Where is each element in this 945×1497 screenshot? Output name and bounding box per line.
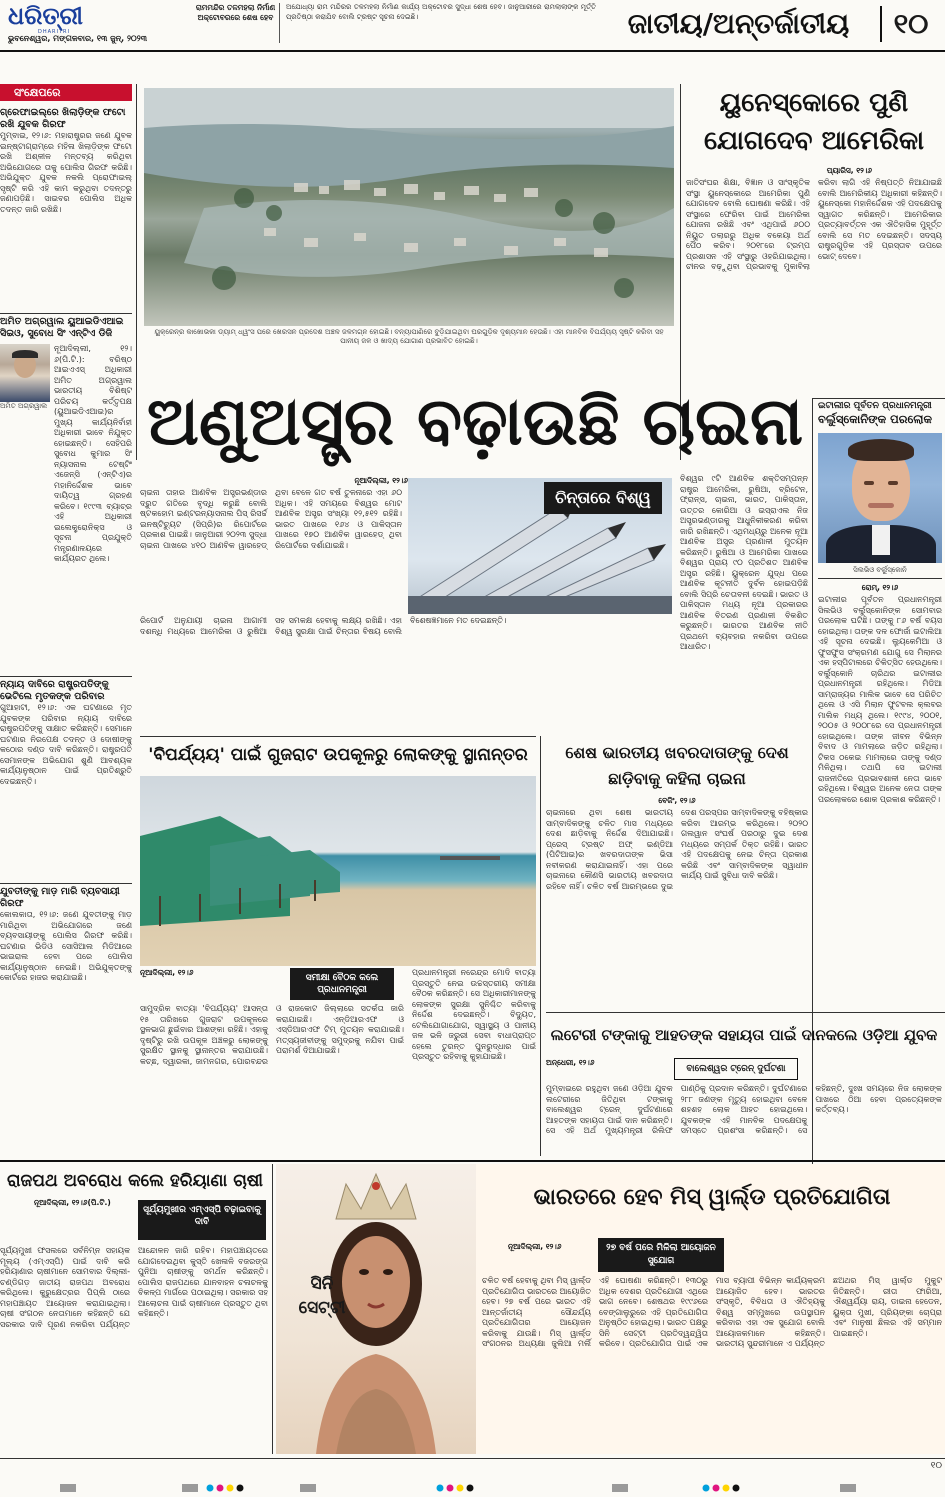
footer-page-number: ୧୦	[930, 1461, 942, 1471]
pm-review-box	[290, 968, 394, 1000]
journalist-headline: ଶେଷ ଭାରତୀୟ ଖବରଦାତାଙ୍କୁ ଦେଶ ଛାଡ଼ିବାକୁ କହିଲା ଚାଇନା	[565, 743, 789, 788]
gujarat-headline: 'ବିପର୍ଯ୍ୟୟ' ପାଇଁ ଗୁଜରାଟ ଉପକୂଳରୁ ଲୋକଙ୍କୁ ସ୍ଥାନାନ୍ତର	[148, 745, 528, 765]
masthead-dateline: ଭୁବନେଶ୍ୱର, ମଙ୍ଗଳବାର, ୧୩ ଜୁନ୍, ୨୦୨୩	[8, 34, 148, 43]
miss-world-dateline: ନୂଆଦିଲ୍ଲୀ, ୧୨।୬	[508, 1242, 562, 1251]
flood-caption: ୟୁକ୍ରେନ୍‌ର କାଖୋଭକା ଡ୍ୟାମ୍ ଧ୍ୱଂସ ପରେ ଖେରସନ ପ୍ରଦେଶ ଅଞ୍ଚଳ ଜଳମଗ୍ନ ହୋଇଛି। ବନ୍ୟାପାଣିରେ ବୁଡ଼ିଯାଇଥିବା ଘରଗୁଡ଼ିକ ଦୃଶ୍ୟମାନ ହେଉଛି। ଏହା ମାନବିକ ବିପର୍ଯ୍ୟୟ ସୃଷ୍ଟି କରିବା ସହ ପାନୀୟ ଜଳ ଓ ଖାଦ୍ୟ ଯୋଗାଣ ପ୍ରଭାବିତ ହୋଇଛି।	[154, 328, 664, 345]
china-nukes-headline: ଅଣୁଅସ୍ତ୍ର ବଢ଼ାଉଛି ଚାଇନା	[146, 383, 804, 460]
unesco-dateline: ପ୍ୟାରିସ, ୧୨।୬	[826, 166, 872, 175]
odia-youth-tag-text: ବାଲେଶ୍ୱର ଟ୍ରେନ୍ ଦୁର୍ଘଟଣା	[686, 1064, 786, 1074]
pm-review-title: ସମୀକ୍ଷା ବୈଠକ କଲେ ପ୍ରଧାନମନ୍ତ୍ରୀ	[305, 973, 379, 995]
miss-world-box-text: ୨୭ ବର୍ଷ ପରେ ମିଳିଲା ଆୟୋଜନ ସୁଯୋଗ	[606, 1243, 716, 1266]
berlusconi-photo-caption: ସିଲଭିଓ ବର୍ଲୁସ୍କୋନି	[853, 566, 907, 574]
berlusconi-headline: ବର୍ଲୁସ୍କୋନିଙ୍କ ପରଲୋକ	[818, 412, 932, 426]
farmers-headline: ରାଜପଥ ଅବରୋଧ କଲେ ହରିୟାଣା ଚାଷୀ	[6, 1171, 263, 1191]
berlusconi-kicker: ଇଟାଲୀର ପୂର୍ବତନ ପ୍ରଧାନମନ୍ତ୍ରୀ	[818, 401, 932, 411]
brief-body: ମୁମ୍ବାଇ, ୧୨।୬: ମହାରାଷ୍ଟ୍ରର ଜଣେ ଯୁବକ ଇନ୍‌ଷ୍ଟାଗ୍ରାମ୍‌ରେ ମହିଳା ଖିଲାଡ଼ିଙ୍କ ଫଟୋ ରଖି ଅଶ୍ଳୀଳ ମନ୍ତବ୍ୟ କରିଥିବା ଅଭିଯୋଗରେ ତାକୁ ପୋଲିସ ଗିରଫ କରିଛି। ଅଭିଯୁକ୍ତ ଯୁବକ ନକଲି ପ୍ରୋଫାଇଲ୍ ସୃଷ୍ଟି କରି ଏହି କାମ କରୁଥିବା ତଦନ୍ତରୁ ଜଣାପଡ଼ିଛି। ସାଇବର ପୋଲିସ ଅଧିକ ତଦନ୍ତ ଜାରି ରଖିଛି।	[0, 131, 132, 214]
farmers-dateline: ନୂଆଦିଲ୍ଲୀ, ୧୨।୬(ପି.ଟି.)	[34, 1198, 111, 1207]
odia-youth-headline: ଲଟେରୀ ଟଙ୍କାକୁ ଆହତଙ୍କ ସହାୟତା ପାଇଁ ଦାନକଲେ ଓଡ଼ିଆ ଯୁବକ	[550, 1026, 938, 1044]
farmers-body: ସୂର୍ଯ୍ୟମୁଖୀ ଫସଲରେ ସର୍ବନିମ୍ନ ସହାୟକ ମୂଲ୍ୟ (ଏମ୍ଏସ୍‌ପି) ପାଇଁ ଦାବି କରି ହରିୟାଣାର ଚାଷୀମାନେ ସୋମବାର ଦିଲ୍ଲୀ-ଚଣ୍ଡିଗଡ଼ ଜାତୀୟ ରାଜପଥ ଅବରୋଧ କରିଥିଲେ। କୁରୁକ୍ଷେତ୍ରର ପିପ୍ଲି ଠାରେ ମହାପଞ୍ଚାୟତ ଆୟୋଜନ କରାଯାଇଥିଲା। ଚାଷୀ ସଂଗଠନ ନେତାମାନେ କହିଛନ୍ତି ଯେ ସରକାର ଦାବି ପୂରଣ ନକରିବା ପର୍ଯ୍ୟନ୍ତ ଆନ୍ଦୋଳନ ଜାରି ରହିବ। ମହାପଞ୍ଚାୟତରେ ଯୋଗଦେଇଥିବା କୁସ୍ତି ଖେଳାଳି ବଜରଙ୍ଗ ପୁନିଆ ଚାଷୀଙ୍କୁ ସମର୍ଥନ କରିଛନ୍ତି। ପୋଲିସ ରାଜପଥରେ ଯାନବାହନ ଚଳାଚଳକୁ ବିକଳ୍ପ ମାର୍ଗରେ ପଠାଇଥିଲା। ସରକାର ସହ ଆଲୋଚନା ପାଇଁ ଚାଷୀମାନେ ପ୍ରସ୍ତୁତ ଥିବା କହିଛନ୍ତି।	[0, 1246, 268, 1329]
miss-world-box	[598, 1238, 724, 1272]
berlusconi-body: ଇଟାଲୀର ପୂର୍ବତନ ପ୍ରଧାନମନ୍ତ୍ରୀ ସିଲଭିଓ ବର୍ଲୁସ୍କୋନିଙ୍କ ସୋମବାର ପରଲୋକ ଘଟିଛି। ତାଙ୍କୁ ୮୬ ବର୍ଷ ବୟସ ହୋଇଥିଲା। ତାଙ୍କ ଦଳ ଫୋର୍ଜା ଇଟାଲିଆ ଏହି ସୂଚନା ଦେଇଛି। ଲ୍ୟୁକେମିଆ ଓ ଫୁସଫୁସ ସଂକ୍ରମଣ ଯୋଗୁ ସେ ମିଲାନର ଏକ ହସ୍ପିଟାଲରେ ଚିକିତ୍ସିତ ହେଉଥିଲେ। ବର୍ଲୁସ୍କୋନି ଚାରିଥର ଇଟାଲୀର ପ୍ରଧାନମନ୍ତ୍ରୀ ରହିଥିଲେ। ମିଡିଆ ସାମ୍ରାଜ୍ୟର ମାଲିକ ଭାବେ ସେ ପରିଚିତ ଥିଲେ ଓ ଏସି ମିଲାନ ଫୁଟବଲ କ୍ଲବର ମାଲିକ ମଧ୍ୟ ଥିଲେ। ୧୯୯୪, ୨୦୦୧, ୨୦୦୫ ଓ ୨୦୦୮ରେ ସେ ପ୍ରଧାନମନ୍ତ୍ରୀ ହୋଇଥିଲେ। ତାଙ୍କ ଜୀବନ ବିଭିନ୍ନ ବିବାଦ ଓ ମାମଲାରେ ଜଡ଼ିତ ରହିଥିଲା। ଟିକସ ଠକେଇ ମାମଲାରେ ତାଙ୍କୁ ଦଣ୍ଡ ମିଳିଥିଲା। ତଥାପି ସେ ଇଟାଲୀ ରାଜନୀତିରେ ପ୍ରଭାବଶାଳୀ ନେତା ଭାବେ ରହିଥିଲେ। ବିଶ୍ୱର ଅନେକ ନେତା ତାଙ୍କ ପରଲୋକରେ ଶୋକ ପ୍ରକାଶ କରିଛନ୍ତି।	[818, 595, 942, 804]
briefs-header: ସଂକ୍ଷେପରେ	[0, 84, 132, 101]
brief-item	[0, 679, 132, 879]
berlusconi-photo	[818, 433, 942, 563]
masthead	[0, 0, 945, 50]
odia-youth-body: ମୁମ୍ବାଇରେ ରହୁଥିବା ଜଣେ ଓଡ଼ିଆ ଯୁବକ ଲଟେରୀରେ ଜିତିଥିବା ଟଙ୍କାକୁ ବାଲେଶ୍ୱର ଟ୍ରେନ୍ ଦୁର୍ଘଟଣାରେ ଆହତଙ୍କ ସହାୟତା ପାଇଁ ଦାନ କରିଛନ୍ତି। ସେ ଏହି ଅର୍ଥ ମୁଖ୍ୟମନ୍ତ୍ରୀ ରିଲିଫ ପାଣ୍ଠିକୁ ପ୍ରଦାନ କରିଛନ୍ତି। ଦୁର୍ଘଟଣାରେ ୨୮୮ ଜଣଙ୍କ ମୃତ୍ୟୁ ହୋଇଥିବା ବେଳେ ଶହଶହ ଲୋକ ଆହତ ହୋଇଥିଲେ। ଯୁବକଙ୍କ ଏହି ମାନବିକ ପଦକ୍ଷେପକୁ ସମସ୍ତେ ପ୍ରଶଂସା କରିଛନ୍ତି। ସେ କହିଛନ୍ତି, ଦୁଃଖ ସମୟରେ ନିଜ ଲୋକଙ୍କ ପାଖରେ ଠିଆ ହେବା ପ୍ରତ୍ୟେକଙ୍କ କର୍ତ୍ତବ୍ୟ।	[546, 1084, 942, 1135]
brief-body: ଗୁଆହାଟୀ, ୧୨।୬: ଏକ ଘଟଣାରେ ମୃତ ଯୁବକଙ୍କ ପରିବାର ନ୍ୟାୟ ଦାବିରେ ରାଷ୍ଟ୍ରପତିଙ୍କୁ ସାକ୍ଷାତ କରିଛନ୍ତି। ସେମାନେ ଘଟଣାର ନିରପେକ୍ଷ ତଦନ୍ତ ଓ ଦୋଷୀଙ୍କୁ କଠୋର ଦଣ୍ଡ ଦାବି କରିଛନ୍ତି। ରାଷ୍ଟ୍ରପତି ସେମାନଙ୍କ ଅଭିଯୋଗ ଶୁଣି ଆବଶ୍ୟକ କାର୍ଯ୍ୟାନୁଷ୍ଠାନ ପାଇଁ ପ୍ରତିଶ୍ରୁତି ଦେଇଛନ୍ତି।	[0, 703, 132, 786]
china-subhead: ଚିନ୍ତାରେ ବିଶ୍ୱ	[555, 488, 651, 507]
page-number: ୧୦	[880, 6, 940, 42]
journalist-story	[546, 740, 808, 1010]
berlusconi-dateline: ରୋମ୍, ୧୨।୬	[861, 583, 899, 592]
miss-world-headline: ଭାରତରେ ହେବ ମିସ୍ ୱାର୍ଲ୍ଡ ପ୍ରତିଯୋଗିତା	[533, 1185, 891, 1210]
brief-title: ଅମିତ ଅଗ୍ରୱାଲ ୟୁଆଇଡିଏଆଇ ସିଇଓ, ସୁବୋଧ ସିଂ ଏନ୍‌ଟିଏ ଡିଜି	[0, 316, 124, 339]
logo	[8, 2, 108, 35]
odia-youth-dateline: ଅନ୍ଧେରୀ, ୧୨।୬	[546, 1058, 595, 1067]
unesco-body: ଜାତିସଂଘର ଶିକ୍ଷା, ବିଜ୍ଞାନ ଓ ସାଂସ୍କୃତିକ ସଂସ୍ଥା ୟୁନେସ୍କୋରେ ଆମେରିକା ପୁଣି ଯୋଗଦେବ ବୋଲି ଘୋଷଣା କରିଛି। ଏହି ସଂସ୍ଥାରେ ଫେରିବା ପାଇଁ ଆମେରିକା ଯୋଜନା ରଖିଛି ଏବଂ ଏଥିପାଇଁ ୬୦୦ ନିୟୁତ ଡଲାରରୁ ଅଧିକ ବକେୟା ଅର୍ଥ ପୈଠ କରିବ। ୨୦୧୮ରେ ଟ୍ରମ୍ପ ପ୍ରଶାସନ ଏହି ସଂସ୍ଥାରୁ ଓହରିଯାଇଥିଲା। ଚୀନର ବଢ଼ୁଥିବା ପ୍ରଭାବକୁ ମୁକାବିଲା କରିବା ଲାଗି ଏହି ନିଷ୍ପତ୍ତି ନିଆଯାଇଛି ବୋଲି ଆମେରିକୀୟ ଅଧିକାରୀ କହିଛନ୍ତି। ୟୁନେସ୍କୋ ମହାନିର୍ଦ୍ଦେଶକ ଏହି ପଦକ୍ଷେପକୁ ସ୍ୱାଗତ କରିଛନ୍ତି। ଆମେରିକାର ପ୍ରତ୍ୟାବର୍ତ୍ତନ ଏକ ଐତିହାସିକ ମୁହୂର୍ତ୍ତ ବୋଲି ସେ ମତ ଦେଇଛନ୍ତି। ସଦସ୍ୟ ରାଷ୍ଟ୍ରଗୁଡ଼ିକ ଏହି ପ୍ରସ୍ତାବ ଉପରେ ଭୋଟ୍ ଦେବେ।	[686, 178, 942, 271]
portrait-caption: ଅମିତ ଅଗ୍ରୱାଲ	[0, 402, 48, 410]
miss-world-story	[276, 1164, 945, 1454]
portrait-photo	[0, 344, 50, 402]
gujarat-body: ସାମୁଦ୍ରିକ ବାତ୍ୟା 'ବିପର୍ଯ୍ୟୟ' ଆସନ୍ତା ୧୫ ତାରିଖରେ ଗୁଜରାଟ ଉପକୂଳରେ ସ୍ଥଳଭାଗ ଛୁଇଁବାର ଆଶଙ୍କା ରହିଛି। ଏହାକୁ ଦୃଷ୍ଟିରୁ ରଖି ଉପକୂଳ ଅଞ୍ଚଳରୁ ଲୋକଙ୍କୁ ସୁରକ୍ଷିତ ସ୍ଥାନକୁ ସ୍ଥାନାନ୍ତର କରାଯାଉଛି। କଚ୍ଛ, ଦ୍ୱାରକା, ଜାମନଗର, ପୋରବନ୍ଦର ଓ ରାଜକୋଟ ଜିଲ୍ଲାରେ ସତର୍କତା ଜାରି କରାଯାଇଛି। ଏନ୍‌ଡିଆରଏଫ ଓ ଏସ୍‌ଡିଆରଏଫ ଟିମ୍ ମୁତୟନ କରାଯାଇଛି। ମତ୍ସ୍ୟଜୀବୀଙ୍କୁ ସମୁଦ୍ରକୁ ନଯିବା ପାଇଁ ପରାମର୍ଶ ଦିଆଯାଇଛି।	[140, 1004, 404, 1066]
journalist-body: ଚାଇନାରେ ଥିବା ଶେଷ ଭାରତୀୟ ସାମ୍ବାଦିକଙ୍କୁ ଚଳିତ ମାସ ମଧ୍ୟରେ ଦେଶ ଛାଡ଼ିବାକୁ ନିର୍ଦ୍ଦେଶ ଦିଆଯାଇଛି। ପ୍ରେସ୍ ଟ୍ରଷ୍ଟ ଅଫ୍ ଇଣ୍ଡିଆ (ପିଟିଆଇ)ର ଖବରଦାତାଙ୍କ ଭିସା ନବୀକରଣ କରାଯାଇନାହିଁ। ଏହା ପରେ ଚାଇନାରେ କୌଣସି ଭାରତୀୟ ଖବରଦାତା ରହିବେ ନାହିଁ। ଚଳିତ ବର୍ଷ ଆରମ୍ଭରେ ଦୁଇ ଦେଶ ପରସ୍ପର ସାମ୍ବାଦିକଙ୍କୁ ବହିଷ୍କାର କରିବା ଆରମ୍ଭ କରିଥିଲେ। ୨୦୨୦ ଗଲୱାନ ସଂଘର୍ଷ ପରଠାରୁ ଦୁଇ ଦେଶ ମଧ୍ୟରେ ସମ୍ପର୍କ ତିକ୍ତ ରହିଛି। ଭାରତ ଏହି ପଦକ୍ଷେପକୁ ନେଇ ଚିନ୍ତା ପ୍ରକାଶ କରିଛି ଏବଂ ସାମ୍ବାଦିକଙ୍କ ସ୍ୱାଧୀନ କାର୍ଯ୍ୟ ପାଇଁ ସୁବିଧା ଦାବି କରିଛି।	[546, 808, 808, 891]
brief-title: ଯୁବତୀଙ୍କୁ ମାଡ଼ ମାରି ବ୍ୟବସାୟୀ ଗିରଫ	[0, 886, 120, 909]
brief-body: କୋଲକାତା, ୧୨।୬: ଜଣେ ଯୁବତୀଙ୍କୁ ମାଡ଼ ମାରିଥିବା ଅଭିଯୋଗରେ ଜଣେ ବ୍ୟବସାୟୀଙ୍କୁ ପୋଲିସ ଗିରଫ କରିଛି। ଘଟଣାର ଭିଡିଓ ସୋସିଆଲ ମିଡିଆରେ ଭାଇରାଲ ହେବା ପରେ ପୋଲିସ କାର୍ଯ୍ୟାନୁଷ୍ଠାନ ନେଇଛି। ଅଭିଯୁକ୍ତଙ୍କୁ କୋର୍ଟରେ ହାଜର କରାଯାଇଛି।	[0, 910, 132, 982]
brief-body: ନୂଆଦିଲ୍ଲୀ, ୧୨।୬(ପି.ଟି.): ବରିଷ୍ଠ ଆଇଏଏସ୍ ଅଧିକାରୀ ଅମିତ ଅଗ୍ରୱାଲ ଭାରତୀୟ ବିଶିଷ୍ଟ ପରିଚୟ କର୍ତ୍ତୃପକ୍ଷ (ୟୁଆଇଡିଏଆଇ)ର ମୁଖ୍ୟ କାର୍ଯ୍ୟନିର୍ବାହୀ ଅଧିକାରୀ ଭାବେ ନିଯୁକ୍ତ ହୋଇଛନ୍ତି। ସେହିପରି ସୁବୋଧ କୁମାର ସିଂ ନ୍ୟାସନାଲ ଟେଷ୍ଟିଂ ଏଜେନ୍ସି (ଏନ୍‌ଟିଏ)ର ମହାନିର୍ଦ୍ଦେଶକ ଭାବେ ଦାୟିତ୍ୱ ଗ୍ରହଣ କରିବେ। ୧୯୯୩ ବ୍ୟାଚ୍‌ର ଏହି ଅଧିକାରୀ ଇଲେକ୍ଟ୍ରୋନିକ୍ସ ଓ ସୂଚନା ପ୍ରଯୁକ୍ତି ମନ୍ତ୍ରଣାଳୟରେ କାର୍ଯ୍ୟରତ ଥିଲେ।	[54, 344, 132, 563]
farmers-box	[138, 1200, 266, 1240]
miss-world-photo-label: ସିନି ସେଟ୍ଟୀ	[298, 1274, 346, 1318]
beach-illustration	[140, 776, 536, 966]
brief-title: ନ୍ୟାୟ ଦାବିରେ ରାଷ୍ଟ୍ରପତିଙ୍କୁ ଭେଟିଲେ ମୃତକଙ୍କ ପରିବାର	[0, 679, 109, 702]
brief-item	[0, 886, 132, 1066]
brief-title: ଗ୍ରେଫାଇଲ୍‌ରେ ଖିଲାଡ଼ିଙ୍କ ଫଟୋ ରଖି ଯୁବକ ଗିରଫ	[0, 107, 126, 130]
gujarat-text	[140, 968, 536, 1154]
logo-sub: DHARITRI	[38, 29, 70, 35]
farmers-box-text: ସୂର୍ଯ୍ୟମୁଖୀର ଏମ୍ଏସ୍‌ପି ବଢ଼ାଇବାକୁ ଦାବି	[143, 1205, 261, 1227]
section-title: ଜାତୀୟ/ଅନ୍ତର୍ଜାତୀୟ	[627, 7, 850, 40]
beach-photo	[140, 776, 536, 966]
unesco-headline: ୟୁନେସ୍କୋରେ ପୁଣି ଯୋଗଦେବ ଆମେରିକା	[703, 88, 925, 156]
china-nukes-body-left: ଚାଇନା ତାହାର ଆଣବିକ ଅସ୍ତ୍ରଭଣ୍ଡାର ଦ୍ରୁତ ଗତିରେ ବୃଦ୍ଧି କରୁଛି ବୋଲି ଷ୍ଟକହୋମ ଇଣ୍ଟରନ୍ୟାସନାଲ ପିସ୍ ରିସର୍ଚ୍ଚ ଇନଷ୍ଟିଚ୍ୟୁଟ (ସିପ୍ରି)ର ରିପୋର୍ଟରେ ପ୍ରକାଶ ପାଇଛି। ଜାନୁଆରୀ ୨୦୨୩ ସୁଦ୍ଧା ଚାଇନା ପାଖରେ ୪୧୦ ଆଣବିକ ୱାରହେଡ୍ ଥିବା ବେଳେ ଗତ ବର୍ଷ ତୁଳନାରେ ଏହା ୬୦ ଅଧିକ। ଏହି ସମୟରେ ବିଶ୍ୱର ମୋଟ ଆଣବିକ ଅସ୍ତ୍ର ସଂଖ୍ୟା ୧୨,୫୧୨ ରହିଛି। ଭାରତ ପାଖରେ ୧୬୪ ଓ ପାକିସ୍ତାନ ପାଖରେ ୧୭୦ ଆଣବିକ ୱାରହେଡ୍ ଥିବା ରିପୋର୍ଟରେ ଦର୍ଶାଯାଇଛି।	[140, 488, 402, 550]
china-nukes-body-right: ବିଶ୍ୱର ୯ଟି ଆଣବିକ ଶକ୍ତିସମ୍ପନ୍ନ ରାଷ୍ଟ୍ର ଆମେରିକା, ରୁଷିଆ, ବ୍ରିଟେନ, ଫ୍ରାନ୍ସ, ଚାଇନା, ଭାରତ, ପାକିସ୍ତାନ, ଉତ୍ତର କୋରିଆ ଓ ଇସ୍ରାଏଲ ନିଜ ଅସ୍ତ୍ରଭଣ୍ଡାରକୁ ଆଧୁନିକୀକରଣ କରିବା ଜାରି ରଖିଛନ୍ତି। ଏଥିମଧ୍ୟରୁ ଅନେକ ନୂଆ ଆଣବିକ ଅସ୍ତ୍ର ପ୍ରଣାଳୀ ମୁତୟନ କରିଛନ୍ତି। ରୁଷିଆ ଓ ଆମେରିକା ପାଖରେ ବିଶ୍ୱର ପ୍ରାୟ ୯୦ ପ୍ରତିଶତ ଆଣବିକ ଅସ୍ତ୍ର ରହିଛି। ୟୁକ୍ରେନ ଯୁଦ୍ଧ ପରେ ଆଣବିକ କୂଟନୀତି ଦୁର୍ବଳ ହୋଇପଡ଼ିଛି ବୋଲି ସିପ୍ରି ଚେତାବନୀ ଦେଇଛି। ଭାରତ ଓ ପାକିସ୍ତାନ ମଧ୍ୟ ନୂଆ ପ୍ରକାରର ଆଣବିକ ବିତରଣ ପ୍ରଣାଳୀ ବିକଶିତ କରୁଛନ୍ତି। ଭାରତର ଆଣବିକ ନୀତି ପ୍ରଥମେ ବ୍ୟବହାର ନକରିବା ଉପରେ ଆଧାରିତ।	[680, 474, 808, 651]
china-subhead-box	[544, 482, 662, 514]
odia-youth-story	[546, 1058, 942, 1156]
journalist-dateline: ବେଜିଂ, ୧୨।୬	[658, 796, 696, 805]
odia-youth-tag	[674, 1058, 798, 1080]
registration-marks	[0, 1481, 945, 1494]
brief-item	[0, 316, 132, 672]
china-nukes-story	[140, 474, 808, 734]
teaser-box	[195, 3, 280, 43]
china-nukes-body-bottom: ରିପୋର୍ଟ ଅନୁଯାୟୀ ଚାଇନା ଆଗାମୀ ଦଶନ୍ଧି ମଧ୍ୟରେ ଆମେରିକା ଓ ରୁଷିଆ ସହ ସମକକ୍ଷ ହେବାକୁ ଲକ୍ଷ୍ୟ ରଖିଛି। ଏହା ବିଶ୍ୱ ସୁରକ୍ଷା ପାଇଁ ଚିନ୍ତାର ବିଷୟ ବୋଲି ବିଶେଷଜ୍ଞମାନେ ମତ ଦେଇଛନ୍ତି।	[140, 616, 507, 636]
brief-item	[0, 107, 132, 309]
china-nukes-dateline: ନୂଆଦିଲ୍ଲୀ, ୧୨।୬	[354, 476, 408, 485]
flood-photo	[144, 88, 674, 326]
logo-text: ଧରିତ୍ରୀ	[8, 2, 83, 30]
teaser-left: ରାମମନ୍ଦିର ତଳମହଲା ନିର୍ମାଣ ଅକ୍ଟୋବରରେ ଶେଷ ହେବ	[195, 3, 276, 22]
flood-illustration	[144, 88, 674, 326]
pm-review-body: ପ୍ରଧାନମନ୍ତ୍ରୀ ନରେନ୍ଦ୍ର ମୋଦି ବାତ୍ୟା ପ୍ରସ୍ତୁତି ନେଇ ଉଚ୍ଚସ୍ତରୀୟ ସମୀକ୍ଷା ବୈଠକ କରିଛନ୍ତି। ସେ ଅଧିକାରୀମାନଙ୍କୁ ଲୋକଙ୍କ ସୁରକ୍ଷା ସୁନିଶ୍ଚିତ କରିବାକୁ ନିର୍ଦ୍ଦେଶ ଦେଇଛନ୍ତି। ବିଦ୍ୟୁତ, ଟେଲିଯୋଗାଯୋଗ, ସ୍ୱାସ୍ଥ୍ୟ ଓ ପାନୀୟ ଜଳ ଭଳି ଜରୁରୀ ସେବା ବାଧାପ୍ରାପ୍ତ ହେଲେ ତୁରନ୍ତ ପୁନରୁଦ୍ଧାର ପାଇଁ ପ୍ରସ୍ତୁତ ରହିବାକୁ କୁହାଯାଇଛି।	[412, 968, 536, 1061]
miss-world-body: ଚଳିତ ବର୍ଷ ହେବାକୁ ଥିବା ମିସ୍ ୱାର୍ଲ୍ଡ ପ୍ରତିଯୋଗିତା ଭାରତରେ ଆୟୋଜିତ ହେବ। ୨୭ ବର୍ଷ ପରେ ଭାରତ ଏହି ଆନ୍ତର୍ଜାତୀୟ ସୌନ୍ଦର୍ଯ୍ୟ ପ୍ରତିଯୋଗିତାର ଆୟୋଜନ କରିବାକୁ ଯାଉଛି। ମିସ୍ ୱାର୍ଲ୍ଡ ସଂଗଠନର ଅଧ୍ୟକ୍ଷା ଜୁଲିଆ ମର୍ଲି ଏହି ଘୋଷଣା କରିଛନ୍ତି। ୧୩୦ରୁ ଅଧିକ ଦେଶର ପ୍ରତିଯୋଗୀ ଏଥିରେ ଭାଗ ନେବେ। ଶେଷଥର ୧୯୯୬ରେ ବେଙ୍ଗାଲୁରୁରେ ଏହି ପ୍ରତିଯୋଗିତା ଅନୁଷ୍ଠିତ ହୋଇଥିଲା। ଭାରତ ପକ୍ଷରୁ ସିନି ସେଟ୍ଟୀ ପ୍ରତିଦ୍ୱନ୍ଦ୍ୱିତା କରିବେ। ପ୍ରତିଯୋଗିତା ପାଇଁ ଏକ ମାସ ବ୍ୟାପୀ ବିଭିନ୍ନ କାର୍ଯ୍ୟକ୍ରମ ଆୟୋଜିତ ହେବ। ଭାରତର ସଂସ୍କୃତି, ବିବିଧତା ଓ ଐତିହ୍ୟକୁ ବିଶ୍ୱ ସମ୍ମୁଖରେ ଉପସ୍ଥାପନ କରିବାର ଏହା ଏକ ସୁଯୋଗ ବୋଲି ଆୟୋଜକମାନେ କହିଛନ୍ତି। ଭାରତୀୟ ସୁନ୍ଦରୀମାନେ ଏ ପର୍ଯ୍ୟନ୍ତ ଛଅଥର ମିସ୍ ୱାର୍ଲ୍ଡ ମୁକୁଟ ଜିତିଛନ୍ତି। ରୀତା ଫାରିଆ, ଐଶ୍ୱର୍ଯ୍ୟା ରାୟ, ଡାଇନା ହେଡେନ, ୟୁକ୍ତା ମୁଖୀ, ପ୍ରିୟଙ୍କା ଚୋପ୍ରା ଏବଂ ମାନୁଷୀ ଛିଲର ଏହି ସମ୍ମାନ ପାଇଛନ୍ତି।	[482, 1276, 942, 1348]
teaser-right: ଅଯୋଧ୍ୟା ରାମ ମନ୍ଦିରର ତଳମହଲା ନିର୍ମାଣ କାର୍ଯ୍ୟ ଅକ୍ଟୋବର ସୁଦ୍ଧା ଶେଷ ହେବ। ଜାନୁଆରୀରେ ରାମଲାଲାଙ୍କ ମୂର୍ତ୍ତି ପ୍ରତିଷ୍ଠା କରାଯିବ ବୋଲି ଟ୍ରଷ୍ଟ ସୂଚନା ଦେଇଛି।	[286, 3, 596, 21]
farmers-story	[0, 1164, 270, 1454]
gujarat-dateline: ନୂଆଦିଲ୍ଲୀ, ୧୨।୬	[140, 968, 194, 977]
color-registration-bar	[0, 1480, 945, 1494]
miss-world-photo	[276, 1164, 476, 1454]
